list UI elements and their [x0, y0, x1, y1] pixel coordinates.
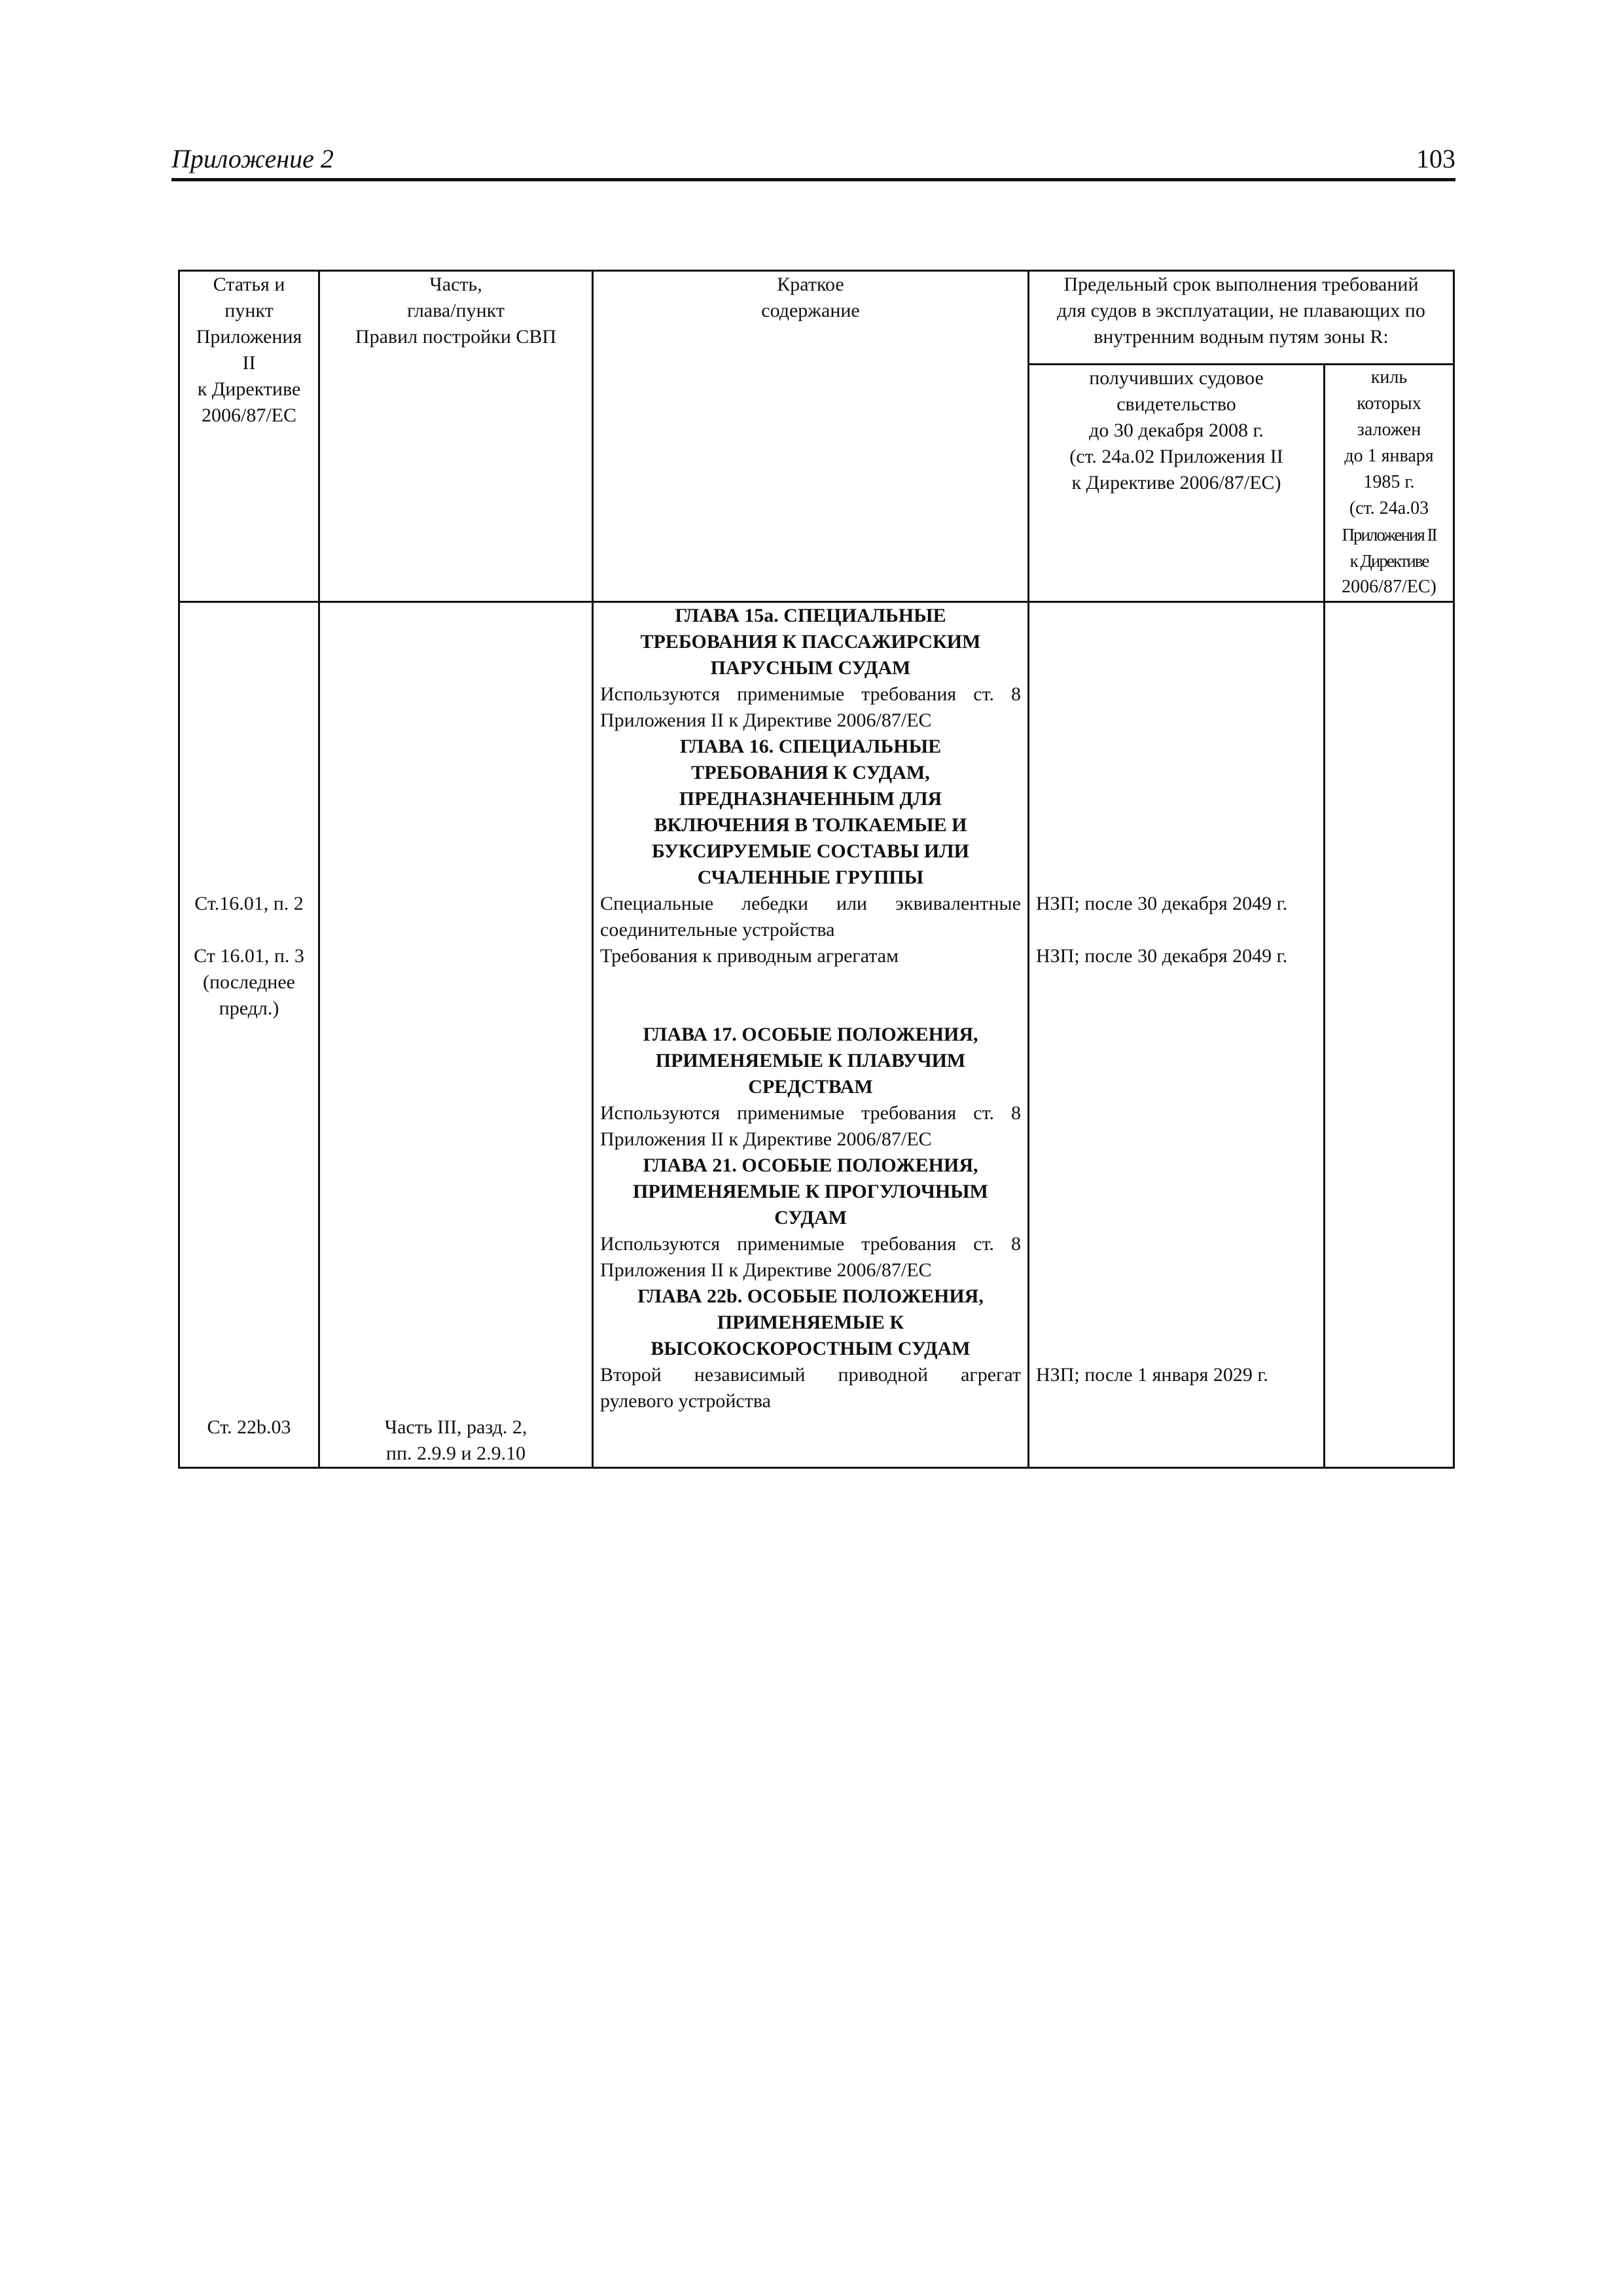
text-line — [327, 917, 585, 943]
page-number: 103 — [1416, 144, 1455, 173]
text-line — [327, 681, 585, 708]
text-line — [327, 760, 585, 786]
part-column — [319, 602, 593, 1468]
text-line — [187, 629, 312, 655]
header-lines — [187, 272, 312, 429]
text-line — [1036, 786, 1317, 812]
summary-text: Приложения II к Директиве 2006/87/ЕС — [600, 1128, 932, 1150]
text-line: Краткое — [777, 274, 844, 295]
text-line: Ст.16.01, п. 2 — [194, 893, 304, 914]
summary-text: Приложения II к Директиве 2006/87/ЕС — [600, 1259, 932, 1281]
column-lines — [187, 603, 312, 1467]
summary-text: Используются применимые требования ст. 8 — [600, 1233, 1021, 1255]
text-line — [1036, 1126, 1317, 1153]
text-line: пп. 2.9.9 и 2.9.10 — [385, 1443, 526, 1464]
chapter-heading: ТРЕБОВАНИЯ К СУДАМ, — [691, 762, 930, 783]
text-line — [1036, 812, 1317, 838]
text-line — [327, 1126, 585, 1153]
chapter-heading: ПРИМЕНЯЕМЫЕ К ПЛАВУЧИМ — [655, 1050, 966, 1071]
text-line — [327, 996, 585, 1022]
text-line: 2006/87/ЕС — [201, 404, 296, 426]
text-line: II — [242, 352, 256, 374]
chapter-heading: ГЛАВА 16. СПЕЦИАЛЬНЫЕ — [679, 736, 942, 757]
text-line — [187, 1336, 312, 1362]
text-line — [327, 865, 585, 891]
summary-text: Приложения II к Директиве 2006/87/ЕС — [600, 709, 932, 731]
summary-text: Требования к приводным агрегатам — [600, 945, 899, 967]
header-article — [179, 271, 319, 602]
summary-text: Используются применимые требования ст. 8 — [600, 683, 1021, 705]
text-line — [187, 1022, 312, 1048]
text-line — [187, 1283, 312, 1310]
text-line — [187, 1126, 312, 1153]
chapter-heading: СЧАЛЕННЫЕ ГРУППЫ — [697, 867, 924, 888]
text-line — [187, 865, 312, 891]
text-line — [1036, 1179, 1317, 1205]
text-line — [187, 655, 312, 681]
text-line — [1036, 1257, 1317, 1283]
text-line: Часть III, разд. 2, — [384, 1416, 527, 1438]
chapter-heading: ПАРУСНЫМ СУДАМ — [710, 657, 911, 679]
chapter-heading: СРЕДСТВАМ — [748, 1076, 873, 1098]
summary-lines — [600, 603, 1021, 1414]
text-line — [187, 786, 312, 812]
text-line: которых — [1357, 393, 1421, 414]
article-column — [179, 602, 319, 1468]
chapter-heading: ГЛАВА 21. ОСОБЫЕ ПОЛОЖЕНИЯ, — [643, 1155, 978, 1176]
text-line — [327, 1074, 585, 1100]
requirements-table — [178, 270, 1455, 1469]
text-line: заложен — [1357, 420, 1421, 440]
text-line — [327, 812, 585, 838]
text-line: Ст 16.01, п. 3 — [194, 945, 304, 967]
text-line: Статья и — [213, 274, 285, 295]
text-line — [1036, 734, 1317, 760]
summary-text — [600, 969, 1021, 996]
text-line: для судов в эксплуатации, не плавающих по — [1057, 300, 1425, 321]
text-line: до 1 января — [1344, 446, 1434, 466]
text-line — [327, 1205, 585, 1231]
text-line — [187, 838, 312, 865]
column-lines — [1036, 603, 1317, 1414]
text-line — [327, 1283, 585, 1310]
text-line — [1036, 629, 1317, 655]
text-line — [327, 786, 585, 812]
header-summary — [593, 271, 1029, 602]
chapter-heading: ГЛАВА 15а. СПЕЦИАЛЬНЫЕ — [675, 605, 946, 626]
chapter-heading: ПРЕДНАЗНАЧЕННЫМ ДЛЯ — [679, 788, 942, 810]
text-line — [327, 1257, 585, 1283]
text-line: глава/пункт — [407, 300, 505, 321]
text-line — [1036, 1336, 1317, 1362]
text-line: до 30 декабря 2008 г. — [1089, 420, 1264, 441]
text-line — [1036, 603, 1317, 629]
header-row-1 — [179, 271, 1454, 365]
text-line — [187, 1074, 312, 1100]
text-line — [187, 1310, 312, 1336]
text-line — [187, 1153, 312, 1179]
text-line — [187, 812, 312, 838]
text-line: к Директиве — [1349, 551, 1429, 571]
text-line — [1036, 1022, 1317, 1048]
text-line — [187, 1048, 312, 1074]
text-line — [1036, 760, 1317, 786]
text-line — [1036, 838, 1317, 865]
header-lines — [1036, 272, 1446, 350]
text-line: НЗП; после 30 декабря 2049 г. — [1036, 945, 1288, 967]
text-line — [327, 708, 585, 734]
body-row — [179, 602, 1454, 1468]
header-lines — [1332, 365, 1446, 601]
text-line: к Директиве 2006/87/ЕС) — [1071, 472, 1281, 493]
text-line — [187, 1388, 312, 1414]
summary-text: Второй независимый приводной агрегат — [600, 1364, 1021, 1386]
text-line — [327, 629, 585, 655]
header-lines — [327, 272, 585, 350]
text-line — [1036, 1310, 1317, 1336]
text-line — [327, 1362, 585, 1388]
chapter-heading: ПРИМЕНЯЕМЫЕ К — [717, 1312, 904, 1333]
text-line: 2006/87/ЕС) — [1342, 577, 1436, 597]
text-line — [187, 1205, 312, 1231]
text-line — [187, 681, 312, 708]
header-lines — [600, 272, 1021, 324]
text-line: получивших судовое — [1089, 367, 1264, 389]
text-line: 1985 г. — [1363, 472, 1415, 492]
text-line: Предельный срок выполнения требований — [1063, 274, 1419, 295]
text-line: внутренним водным путям зоны R: — [1094, 326, 1389, 348]
text-line: Часть, — [429, 274, 482, 295]
text-line — [1036, 1074, 1317, 1100]
page-header — [171, 139, 1455, 181]
text-line: предл.) — [219, 997, 279, 1019]
text-line — [327, 1022, 585, 1048]
text-line — [327, 1048, 585, 1074]
header-deadline-group — [1029, 271, 1454, 365]
text-line — [1036, 996, 1317, 1022]
text-line: свидетельство — [1116, 393, 1236, 415]
header-part — [319, 271, 593, 602]
chapter-heading: ПРИМЕНЯЕМЫЕ К ПРОГУЛОЧНЫМ — [633, 1181, 988, 1202]
text-line: пункт — [224, 300, 274, 321]
text-line — [1036, 917, 1317, 943]
text-line — [187, 917, 312, 943]
text-line: НЗП; после 1 января 2029 г. — [1036, 1364, 1268, 1386]
text-line — [1036, 1153, 1317, 1179]
text-line: (последнее — [203, 971, 295, 993]
section-title: Приложение 2 — [171, 144, 334, 173]
chapter-heading: СУДАМ — [774, 1207, 847, 1229]
text-line — [327, 655, 585, 681]
text-line: (ст. 24а.03 — [1349, 498, 1429, 518]
column-lines — [327, 603, 585, 1467]
text-line — [187, 1441, 312, 1467]
chapter-heading: ВЫСОКОСКОРОСТНЫМ СУДАМ — [651, 1338, 971, 1359]
text-line — [187, 760, 312, 786]
text-line — [1036, 655, 1317, 681]
chapter-heading: ВКЛЮЧЕНИЯ В ТОЛКАЕМЫЕ И — [654, 814, 967, 836]
text-line — [1036, 1205, 1317, 1231]
text-line — [1036, 865, 1317, 891]
text-line — [327, 1388, 585, 1414]
chapter-heading: ГЛАВА 17. ОСОБЫЕ ПОЛОЖЕНИЯ, — [643, 1024, 978, 1045]
text-line — [327, 734, 585, 760]
text-line — [187, 1231, 312, 1257]
text-line — [327, 943, 585, 969]
summary-text — [600, 996, 1021, 1022]
text-line — [327, 1336, 585, 1362]
text-line — [187, 1100, 312, 1126]
text-line — [1036, 1388, 1317, 1414]
text-line — [1036, 1048, 1317, 1074]
text-line — [187, 603, 312, 629]
text-line — [187, 1179, 312, 1205]
text-line — [1036, 1283, 1317, 1310]
text-line: содержание — [761, 300, 860, 321]
text-line — [327, 969, 585, 996]
text-line — [327, 1153, 585, 1179]
deadline-keel-column — [1325, 602, 1454, 1468]
text-line — [187, 1362, 312, 1388]
header-certificate — [1029, 365, 1325, 602]
summary-text: Используются применимые требования ст. 8 — [600, 1102, 1021, 1124]
deadline-certificate-column — [1029, 602, 1325, 1468]
summary-text: соединительные устройства — [600, 919, 835, 941]
summary-text: рулевого устройства — [600, 1390, 771, 1412]
text-line: Правил постройки СВП — [355, 326, 557, 348]
text-line — [327, 1179, 585, 1205]
header-keel — [1325, 365, 1454, 602]
text-line: Приложения II — [1342, 525, 1436, 545]
text-line: (ст. 24а.02 Приложения II — [1069, 446, 1283, 467]
text-line — [187, 708, 312, 734]
text-line: Ст. 22b.03 — [207, 1416, 291, 1438]
text-line — [1036, 969, 1317, 996]
header-lines — [1036, 365, 1317, 496]
text-line — [187, 734, 312, 760]
text-line — [327, 1231, 585, 1257]
text-line: к Директиве — [197, 378, 301, 400]
text-line — [327, 838, 585, 865]
text-line — [327, 1310, 585, 1336]
text-line: Приложения — [196, 326, 302, 348]
text-line — [1036, 681, 1317, 708]
summary-text: Специальные лебедки или эквивалентные — [600, 893, 1021, 914]
chapter-heading: ТРЕБОВАНИЯ К ПАССАЖИРСКИМ — [640, 631, 981, 653]
text-line: НЗП; после 30 декабря 2049 г. — [1036, 893, 1288, 914]
text-line — [327, 891, 585, 917]
text-line — [327, 603, 585, 629]
summary-column — [593, 602, 1029, 1468]
text-line — [1036, 1100, 1317, 1126]
text-line — [327, 1100, 585, 1126]
chapter-heading: ГЛАВА 22b. ОСОБЫЕ ПОЛОЖЕНИЯ, — [637, 1285, 984, 1307]
text-line — [1036, 1231, 1317, 1257]
text-line — [187, 1257, 312, 1283]
chapter-heading: БУКСИРУЕМЫЕ СОСТАВЫ ИЛИ — [652, 840, 969, 862]
text-line — [1036, 708, 1317, 734]
text-line: киль — [1370, 367, 1408, 387]
